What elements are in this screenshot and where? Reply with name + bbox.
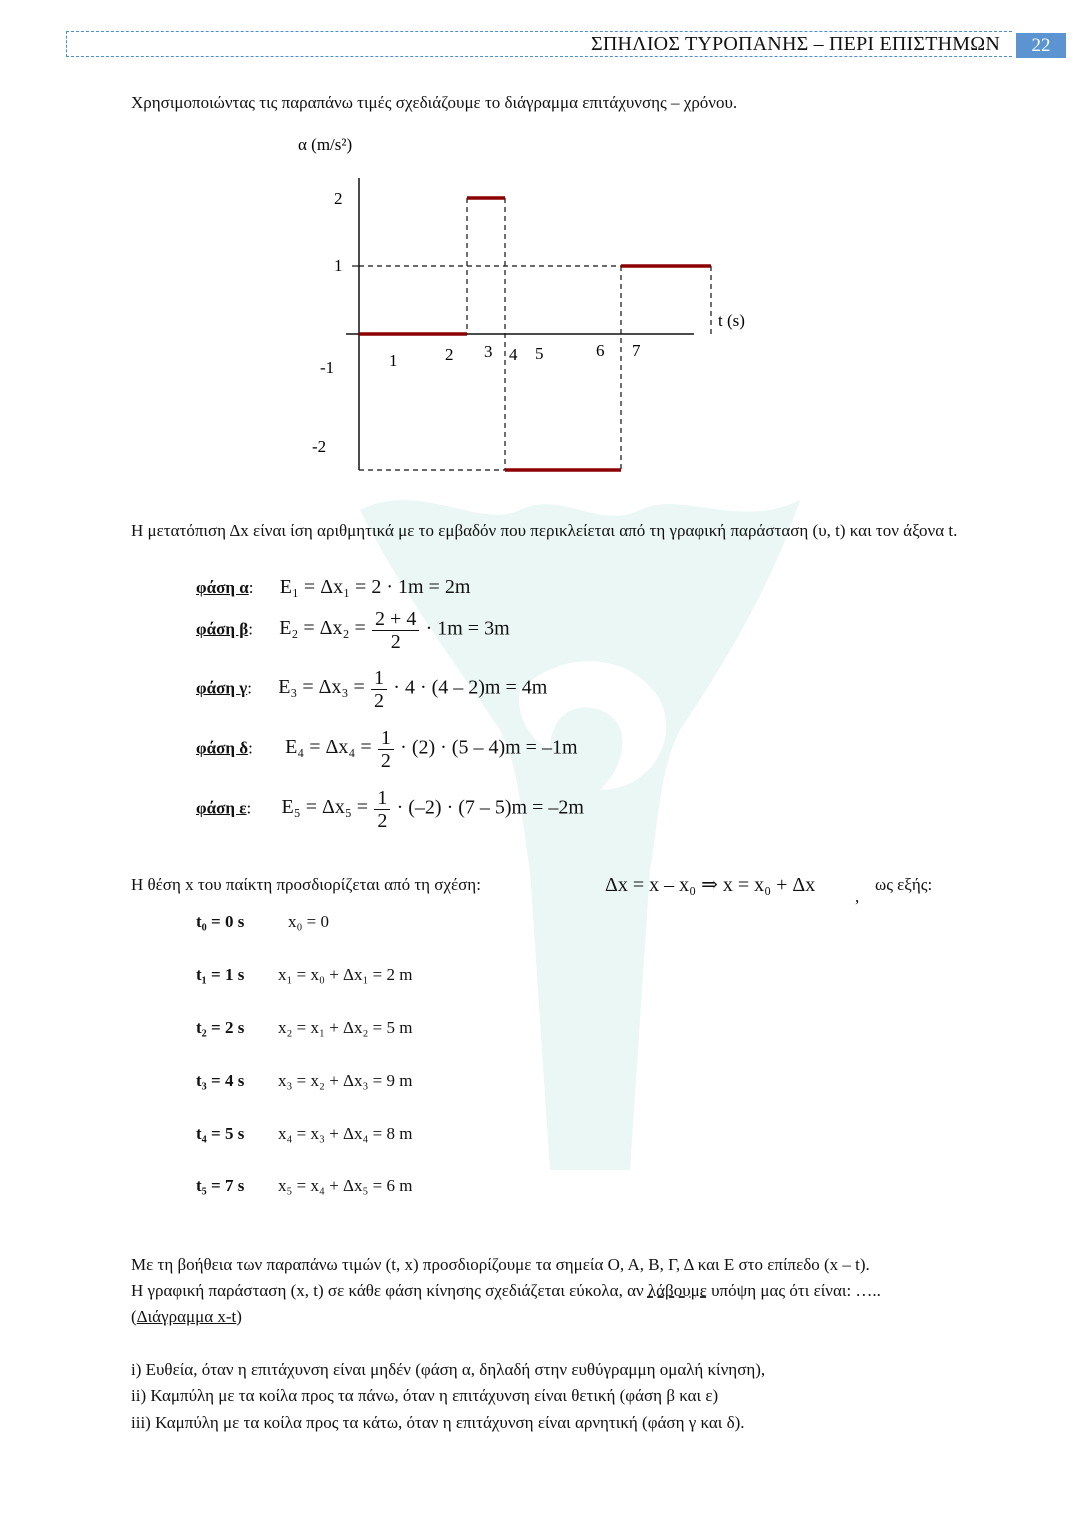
phase-label: φάση β (196, 619, 249, 639)
fraction (374, 787, 390, 832)
phase-equation-lhs: E₃ = Δx₃ = (278, 676, 365, 699)
phase-equation-lhs: E₄ = Δx₄ = (285, 736, 372, 759)
fraction (372, 608, 419, 653)
position-time: t₁ = 1 s (196, 965, 245, 984)
position-formula-comma: , (855, 887, 860, 906)
phase-equation: E₁ = Δx₁ = 2 · 1m = 2m (279, 576, 471, 598)
fraction-numerator: 1 (374, 787, 390, 810)
phase-delta: φάση δ: E₄ = Δx₄ = $\frac{1}{2}$ · (2) · (5 – 4)m = –1m (196, 727, 578, 772)
points-line-1: Με τη βοήθεια των παραπάνω τιμών (t, x) προσδιορίζουμε τα σημεία O, A, B, Γ, Δ και E στο επίπεδο (x – t). (131, 1255, 870, 1274)
position-value: x₁ = x₀ + Δx₁ = 2 m (278, 965, 413, 984)
phase-label: φάση ε (196, 798, 247, 818)
phase-equation-lhs: E₂ = Δx₂ = (279, 617, 366, 640)
intro-text: Χρησιμοποιώντας τις παραπάνω τιμές σχεδιάζουμε το διάγραμμα επιτάχυνσης – χρόνου. (131, 93, 738, 112)
position-value: x₂ = x₁ + Δx₂ = 5 m (278, 1018, 413, 1037)
diagram-xt-link[interactable]: Διάγραμμα x-t (136, 1307, 237, 1326)
acceleration-time-chart (290, 128, 770, 478)
phase-gamma: φάση γ: E₃ = Δx₃ = $\frac{1}{2}$ · 4 · (4 – 2)m = 4m (196, 667, 548, 712)
position-intro: Η θέση x του παίκτη προσδιορίζεται από τη σχέση: (131, 875, 481, 894)
y-tick-label: -1 (320, 358, 335, 377)
x-tick-label: 4 (509, 345, 518, 364)
y-tick-label: 1 (334, 256, 343, 275)
fraction-denominator: 2 (380, 750, 391, 772)
points-line-2 (131, 1278, 881, 1304)
fraction-denominator: 2 (377, 810, 388, 832)
x-tick-label: 3 (484, 342, 493, 361)
phase-equation-lhs: E₅ = Δx₅ = (281, 796, 369, 819)
position-time: t₃ = 4 s (196, 1071, 245, 1090)
phase-equation-rhs: · (2) · (5 – 4)m = –1m (400, 736, 578, 759)
phase-label: φάση α (196, 578, 249, 597)
fraction-denominator: 2 (390, 631, 401, 653)
displacement-text: Η μετατόπιση Δx είναι ίση αριθμητικά με το εμβαδόν που περικλείεται από τη γραφική παράσταση (υ, t) και τον άξονα t. (131, 521, 958, 540)
fraction (378, 727, 394, 772)
phase-epsilon: φάση ε: E₅ = Δx₅ = $\frac{1}{2}$ · (–2) · (7 – 5)m = –2m (196, 787, 584, 832)
page-number: 22 (1016, 33, 1066, 58)
x-tick-label: 6 (596, 341, 605, 360)
phase-beta: φάση β: E₂ = Δx₂ = $\frac{2 + 4}{2}$ · 1m = 3m (196, 608, 510, 653)
phase-equation-rhs: · 1m = 3m (425, 617, 510, 640)
x-tick-label: 1 (389, 351, 398, 370)
points-line-2-start: Η γραφική παράσταση (x, t) σε κάθε φάση κίνησης σχεδιάζεται εύκολα, αν (131, 1281, 644, 1300)
y-tick-label: 2 (334, 189, 343, 208)
fraction-numerator: 1 (371, 667, 387, 690)
phase-label: φάση γ (196, 678, 248, 698)
position-formula: Δx = x – x₀ ⇒ x = x₀ + Δx (605, 874, 816, 896)
fraction-denominator: 2 (374, 690, 385, 712)
case-concave-up: ii) Καμπύλη με τα κοίλα προς τα πάνω, όταν η επιτάχυνση είναι θετική (φάση β και ε) (131, 1386, 719, 1405)
position-time: t₄ = 5 s (196, 1124, 245, 1143)
x-tick-label: 2 (445, 345, 454, 364)
position-suffix: ως εξής: (875, 875, 933, 894)
phase-label: φάση δ (196, 738, 249, 758)
header-title: ΣΠΗΛΙΟΣ ΤΥΡΟΠΑΝΗΣ – ΠΕΡΙ ΕΠΙΣΤΗΜΩΝ (590, 33, 1000, 55)
case-concave-down: iii) Καμπύλη με τα κοίλα προς τα κάτω, όταν η επιτάχυνση είναι αρνητική (φάση γ και δ). (131, 1413, 745, 1432)
x-tick-label: 5 (535, 344, 544, 363)
y-tick-label: -2 (312, 437, 327, 456)
x-axis-label: t (s) (718, 311, 745, 330)
paren-open: ( (131, 1307, 137, 1326)
phase-equation-rhs: · 4 · (4 – 2)m = 4m (393, 676, 548, 699)
position-value: x₄ = x₃ + Δx₄ = 8 m (278, 1124, 413, 1143)
points-line-2-underlined: λάβουμε (647, 1281, 707, 1300)
position-value: x₀ = 0 (288, 912, 330, 931)
points-line-3 (131, 1304, 242, 1330)
position-time: t₅ = 7 s (196, 1176, 245, 1195)
position-time: t₀ = 0 s (196, 912, 245, 931)
phase-equation-rhs: · (–2) · (7 – 5)m = –2m (396, 796, 584, 819)
position-value: x₅ = x₄ + Δx₅ = 6 m (278, 1176, 413, 1195)
fraction-numerator: 1 (378, 727, 394, 750)
points-line-2-end: υπόψη μας ότι είναι: ….. (711, 1281, 881, 1300)
position-value: x₃ = x₂ + Δx₃ = 9 m (278, 1071, 413, 1090)
paren-close: ) (236, 1307, 242, 1326)
phase-alpha: φάση α: E₁ = Δx₁ = 2 · 1m = 2m (196, 576, 471, 598)
position-time: t₂ = 2 s (196, 1018, 245, 1037)
y-axis-label: α (m/s²) (298, 135, 353, 154)
fraction-numerator: 2 + 4 (372, 608, 419, 631)
x-tick-label: 7 (632, 341, 641, 360)
case-straight-line: i) Ευθεία, όταν η επιτάχυνση είναι μηδέν (φάση α, δηλαδή στην ευθύγραμμη ομαλή κίνηση), (131, 1360, 766, 1379)
fraction (371, 667, 387, 712)
